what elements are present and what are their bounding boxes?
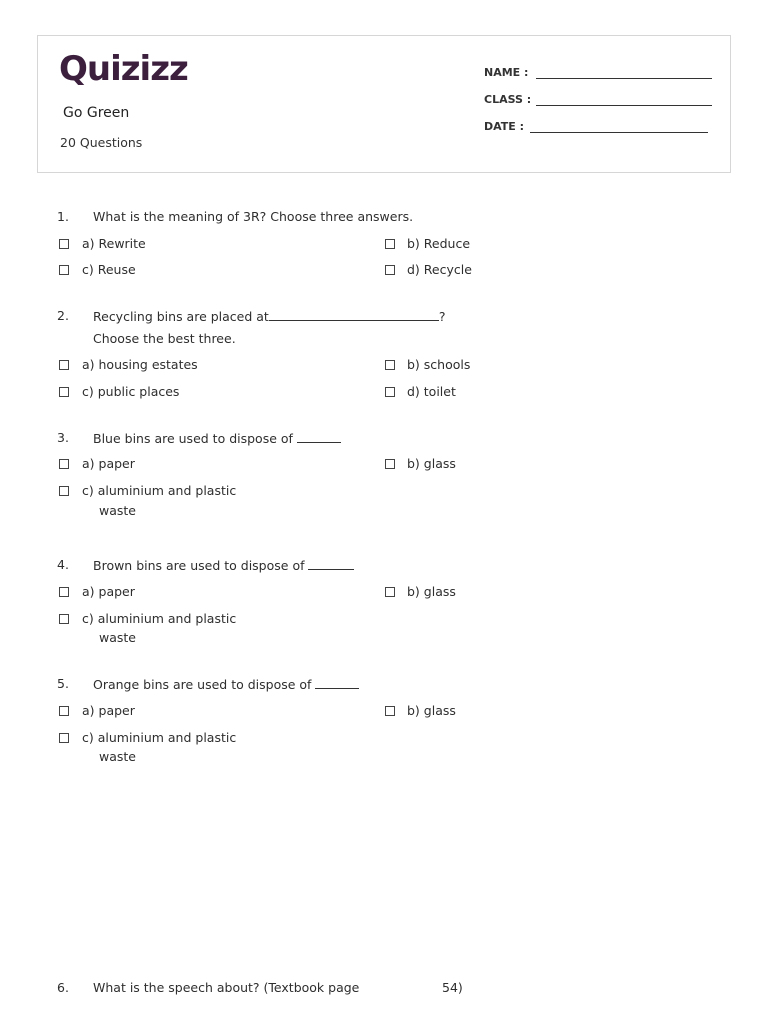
question-number: 5. xyxy=(57,676,69,691)
date-label: DATE : xyxy=(484,120,525,133)
option-label: c) public places xyxy=(82,384,180,399)
option-label: a) housing estates xyxy=(82,357,198,372)
option-checkbox[interactable] xyxy=(59,706,69,716)
option-label: a) paper xyxy=(82,703,135,718)
answer-blank xyxy=(308,557,354,570)
option-checkbox[interactable] xyxy=(385,265,395,275)
question-number: 4. xyxy=(57,557,69,572)
option-label-continued: waste xyxy=(99,749,136,764)
option-label: b) schools xyxy=(407,357,471,372)
answer-blank xyxy=(315,676,359,689)
option-label: b) glass xyxy=(407,703,456,718)
option-label: b) glass xyxy=(407,456,456,471)
option-label: d) toilet xyxy=(407,384,456,399)
question-text-part: Orange bins are used to dispose of xyxy=(93,677,312,692)
question-number: 1. xyxy=(57,209,69,224)
question-text xyxy=(93,308,445,324)
option-checkbox[interactable] xyxy=(59,387,69,397)
option-label: a) paper xyxy=(82,456,135,471)
date-field[interactable] xyxy=(484,120,524,133)
question-count: 20 Questions xyxy=(60,135,143,150)
question-text-part: Brown bins are used to dispose of xyxy=(93,558,305,573)
date-line xyxy=(530,132,708,133)
option-checkbox[interactable] xyxy=(385,360,395,370)
option-checkbox[interactable] xyxy=(385,387,395,397)
name-label: NAME : xyxy=(484,66,529,79)
name-field[interactable] xyxy=(484,66,528,79)
class-field[interactable] xyxy=(484,93,531,106)
svg-text:Quizizz: Quizizz xyxy=(59,50,188,89)
option-label-continued: waste xyxy=(99,503,136,518)
option-checkbox[interactable] xyxy=(59,733,69,743)
textbook-page-ref: 54) xyxy=(442,980,463,995)
class-label: CLASS : xyxy=(484,93,532,106)
question-text xyxy=(93,557,354,573)
option-checkbox[interactable] xyxy=(59,587,69,597)
answer-blank xyxy=(297,430,341,443)
option-label: b) glass xyxy=(407,584,456,599)
worksheet-title: Go Green xyxy=(63,105,130,121)
option-checkbox[interactable] xyxy=(59,459,69,469)
option-checkbox[interactable] xyxy=(385,459,395,469)
option-label: b) Reduce xyxy=(407,236,471,251)
answer-blank xyxy=(269,308,439,321)
option-checkbox[interactable] xyxy=(385,706,395,716)
class-line xyxy=(536,105,712,106)
name-line xyxy=(536,78,712,79)
question-text xyxy=(93,676,359,692)
question-text-part: Blue bins are used to dispose of xyxy=(93,431,293,446)
question-text: What is the speech about? (Textbook page xyxy=(93,980,360,995)
quizizz-logo xyxy=(59,50,193,90)
option-checkbox[interactable] xyxy=(59,614,69,624)
question-text-line2: Choose the best three. xyxy=(93,331,236,346)
option-label: c) aluminium and plastic xyxy=(82,611,237,626)
option-checkbox[interactable] xyxy=(59,486,69,496)
question-text-part: ? xyxy=(438,309,446,324)
option-checkbox[interactable] xyxy=(385,587,395,597)
option-label-continued: waste xyxy=(99,630,136,645)
option-label: d) Recycle xyxy=(407,262,472,277)
option-label: a) paper xyxy=(82,584,135,599)
option-checkbox[interactable] xyxy=(385,239,395,249)
option-label: a) Rewrite xyxy=(82,236,146,251)
question-number: 6. xyxy=(57,980,69,995)
option-label: c) aluminium and plastic xyxy=(82,483,237,498)
option-label: c) Reuse xyxy=(82,262,136,277)
option-checkbox[interactable] xyxy=(59,239,69,249)
question-text-part: Recycling bins are placed at xyxy=(93,309,269,324)
question-number: 2. xyxy=(57,308,69,323)
question-number: 3. xyxy=(57,430,69,445)
option-checkbox[interactable] xyxy=(59,265,69,275)
question-text: What is the meaning of 3R? Choose three answers. xyxy=(93,209,414,224)
worksheet-header xyxy=(37,35,731,173)
option-checkbox[interactable] xyxy=(59,360,69,370)
question-text xyxy=(93,430,341,446)
option-label: c) aluminium and plastic xyxy=(82,730,237,745)
